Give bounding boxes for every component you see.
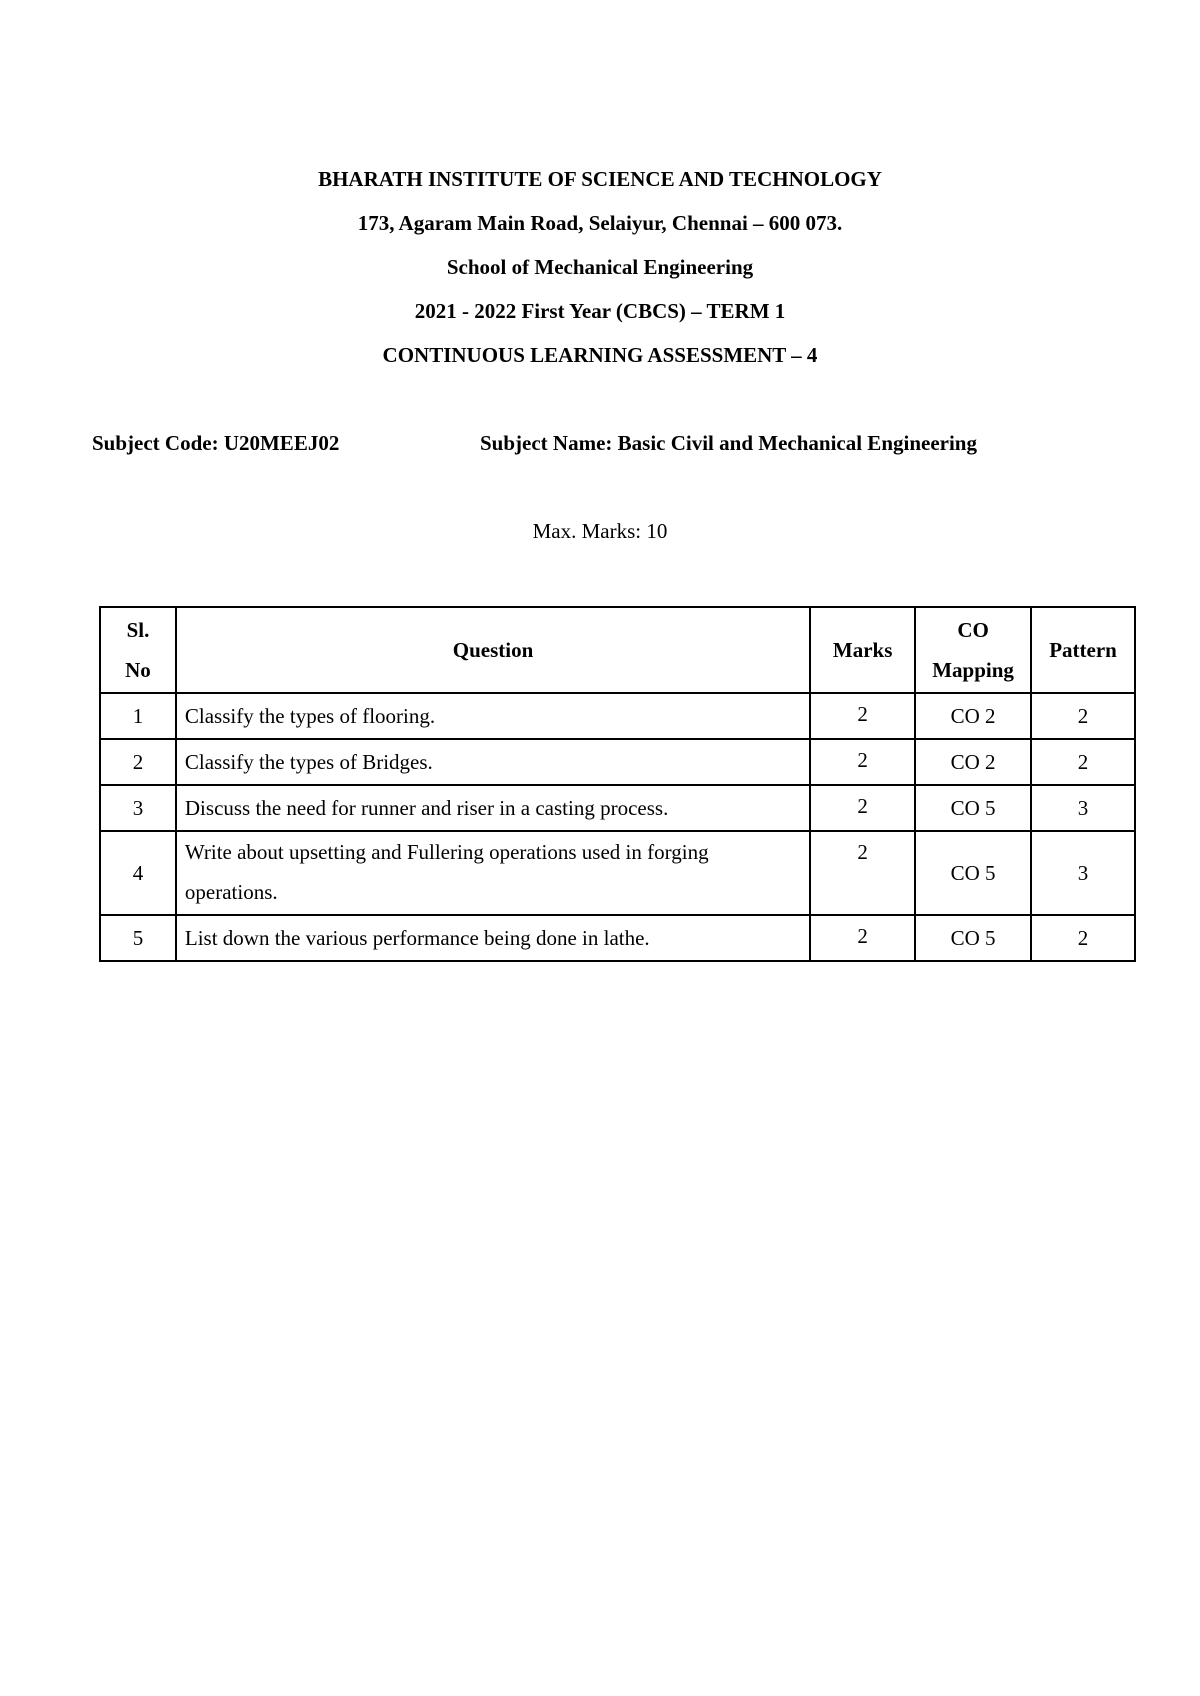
table-row: [100, 785, 1135, 831]
row-question: Discuss the need for runner and riser in a casting process.: [176, 785, 810, 831]
row-question: Classify the types of Bridges.: [176, 739, 810, 785]
row-co-mapping: CO 5: [915, 831, 1031, 915]
row-co-mapping: CO 5: [915, 915, 1031, 961]
row-sl-no: 1: [100, 693, 176, 739]
row-marks: 2: [810, 785, 915, 831]
header-co-line2: Mapping: [932, 658, 1014, 682]
header-pattern: Pattern: [1031, 607, 1135, 693]
row-marks: 2: [810, 693, 915, 739]
table-row: [100, 693, 1135, 739]
header-sl-no: [100, 607, 176, 693]
row-pattern: 3: [1031, 831, 1135, 915]
institute-name: BHARATH INSTITUTE OF SCIENCE AND TECHNOLOGY: [318, 167, 882, 191]
row-pattern: 2: [1031, 739, 1135, 785]
header-sl-line2: No: [125, 658, 151, 682]
table-header-row: [100, 607, 1135, 693]
row-sl-no: 2: [100, 739, 176, 785]
max-marks: Max. Marks: 10: [532, 519, 668, 543]
header-marks: Marks: [810, 607, 915, 693]
subject-code: Subject Code: U20MEEJ02: [92, 431, 340, 455]
row-sl-no: 5: [100, 915, 176, 961]
assessment-title: CONTINUOUS LEARNING ASSESSMENT – 4: [382, 343, 818, 367]
row-co-mapping: CO 2: [915, 693, 1031, 739]
header-question: Question: [176, 607, 810, 693]
row-co-mapping: CO 5: [915, 785, 1031, 831]
row-co-mapping: CO 2: [915, 739, 1031, 785]
row-marks: 2: [810, 915, 915, 961]
row-question: Write about upsetting and Fullering operations used in forging operations.: [176, 831, 810, 915]
subject-name: Subject Name: Basic Civil and Mechanical Engineering: [480, 431, 977, 455]
table-row: [100, 915, 1135, 961]
row-sl-no: 3: [100, 785, 176, 831]
academic-term: 2021 - 2022 First Year (CBCS) – TERM 1: [414, 299, 786, 323]
row-pattern: 3: [1031, 785, 1135, 831]
header-sl-line1: Sl.: [126, 618, 150, 642]
institute-address: 173, Agaram Main Road, Selaiyur, Chennai – 600 073.: [357, 211, 843, 235]
header-co-mapping: [915, 607, 1031, 693]
school-name: School of Mechanical Engineering: [446, 255, 754, 279]
row-question: Classify the types of flooring.: [176, 693, 810, 739]
row-marks: 2: [810, 831, 915, 915]
header-co-line1: CO: [957, 618, 989, 642]
row-pattern: 2: [1031, 915, 1135, 961]
row-question: List down the various performance being done in lathe.: [176, 915, 810, 961]
row-marks: 2: [810, 739, 915, 785]
table-row: [100, 831, 1135, 915]
row-pattern: 2: [1031, 693, 1135, 739]
row-sl-no: 4: [100, 831, 176, 915]
question-table: [99, 606, 1136, 962]
table-row: [100, 739, 1135, 785]
